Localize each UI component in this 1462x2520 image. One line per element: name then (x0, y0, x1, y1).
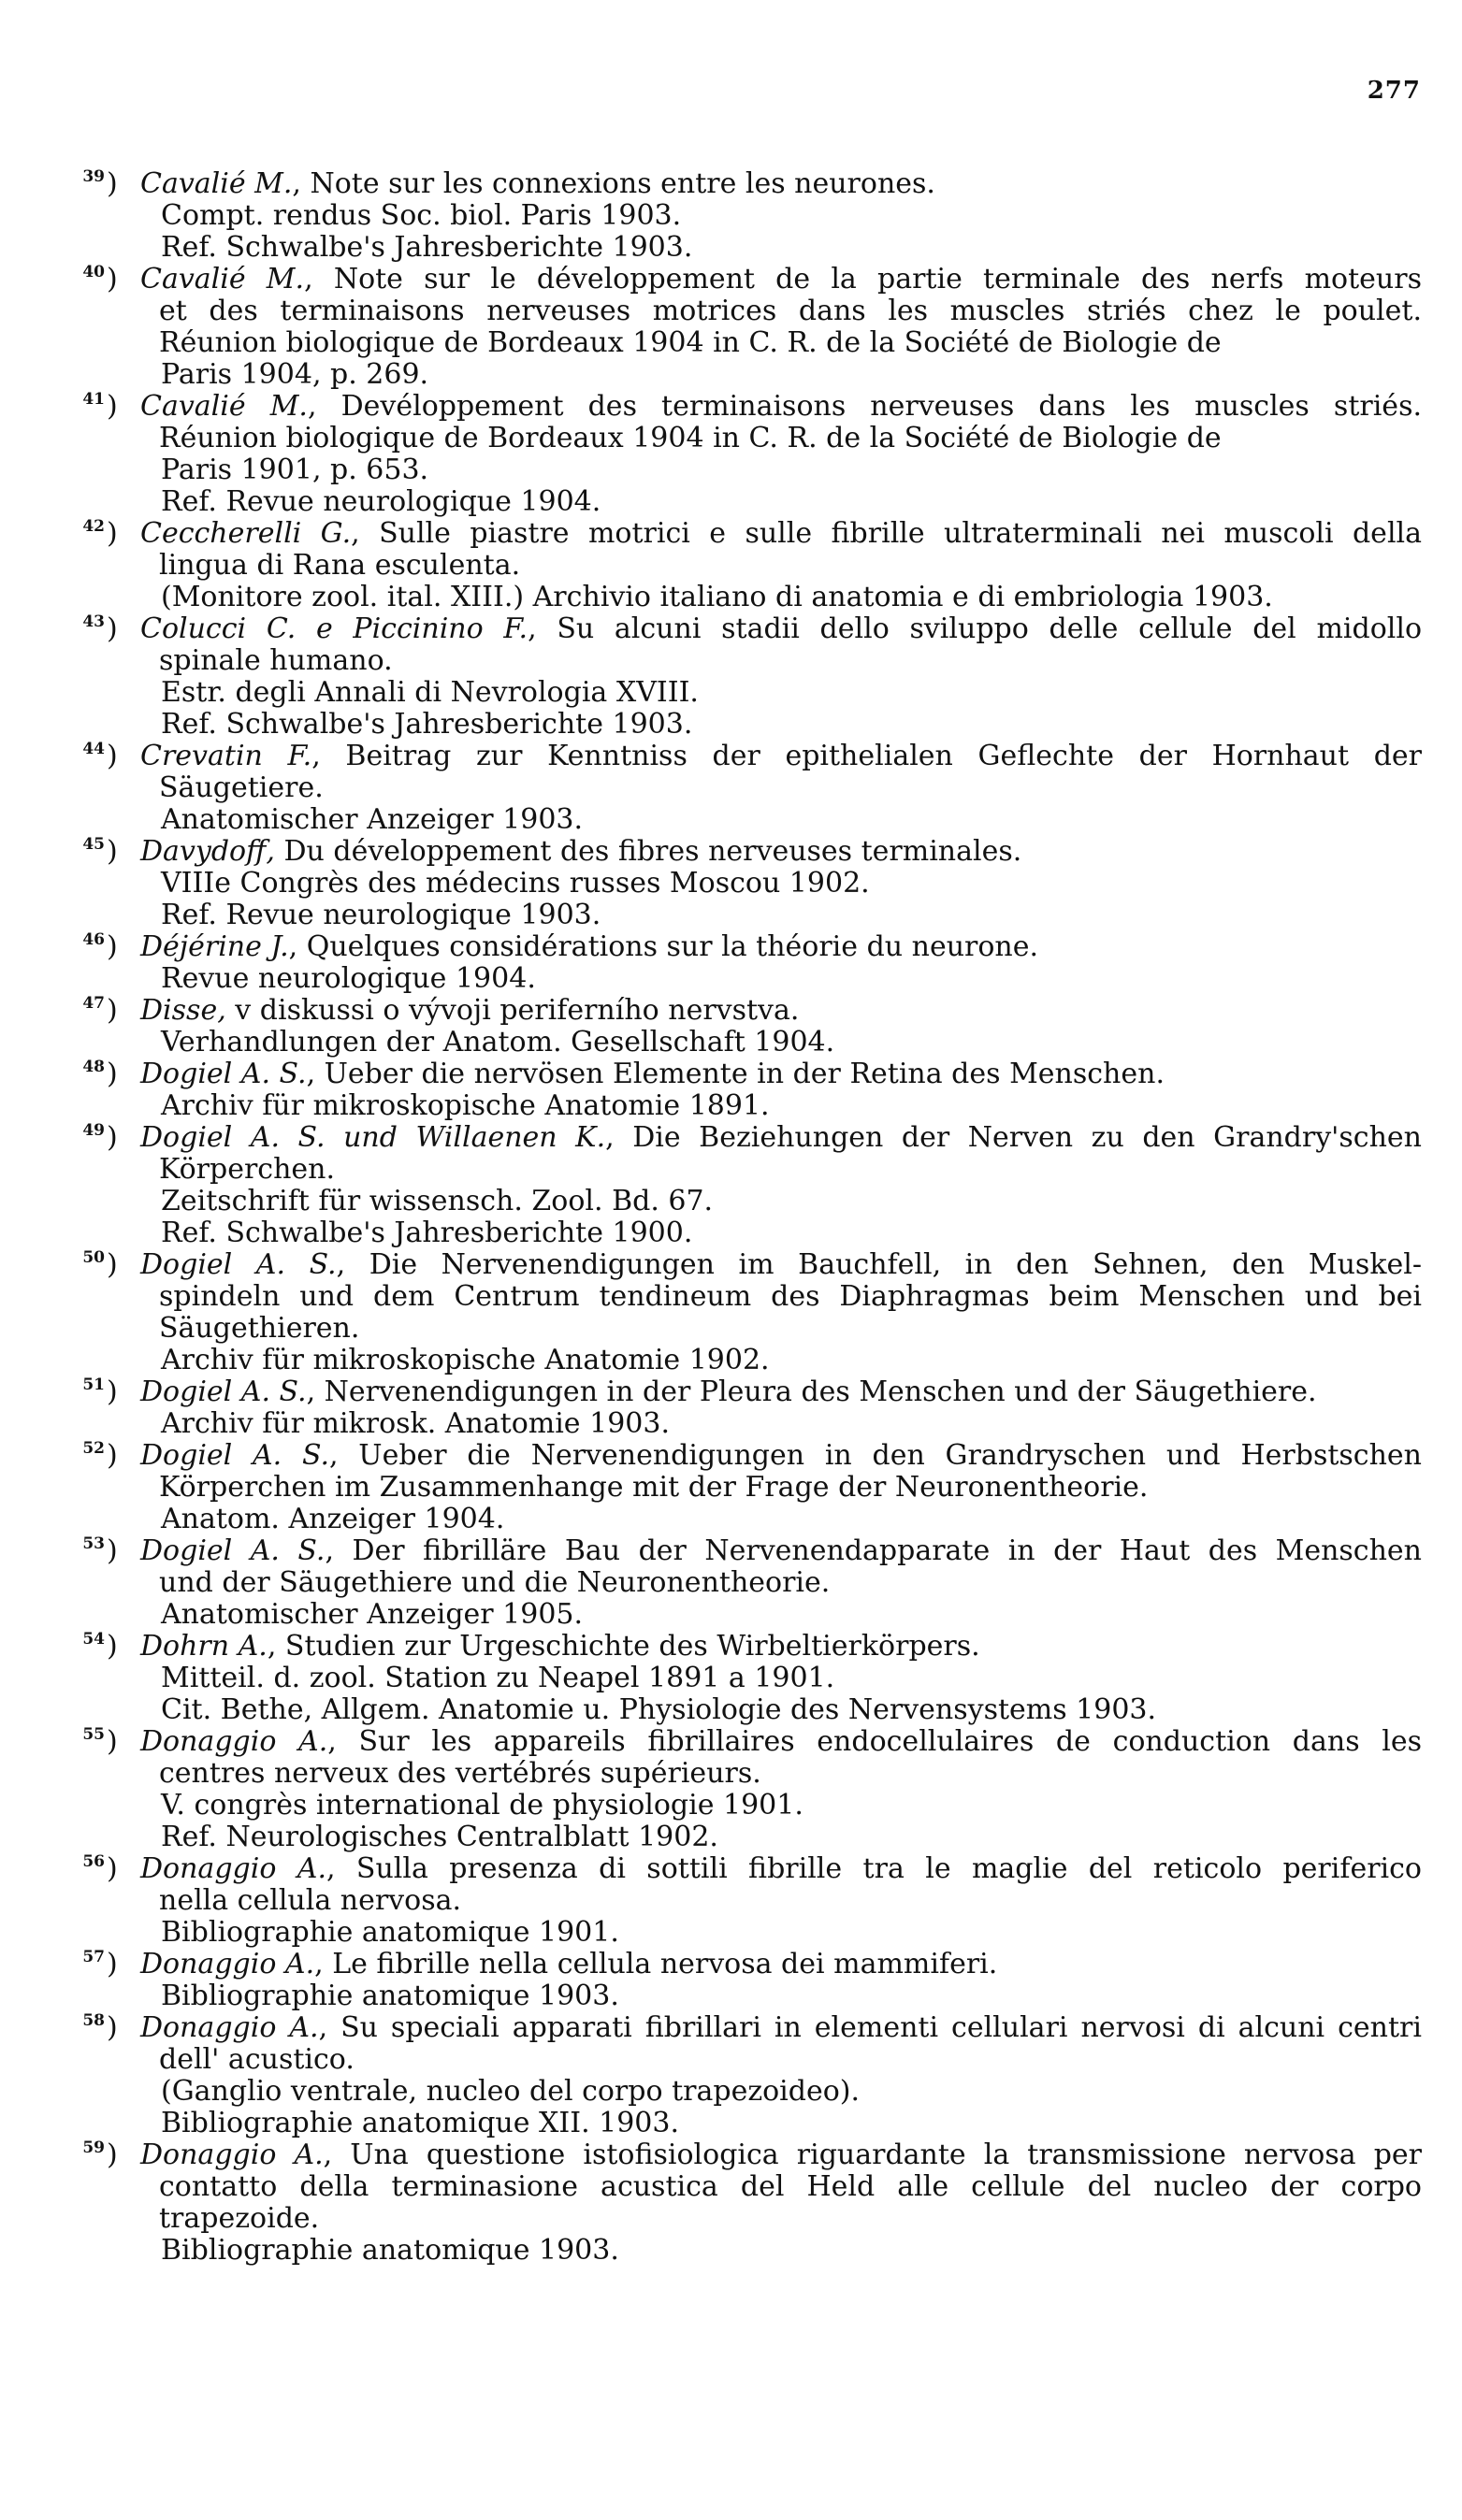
reference-first-line (0, 168, 1422, 200)
reference-source: Anatom. Anzeiger 1904. (161, 1503, 505, 1535)
reference-bracket: ) (107, 1630, 118, 1663)
reference-title: Beitrag zur Kenntniss der epithelialen Geflechte der Hornhaut der (345, 740, 1422, 772)
reference-title: Die Nervenendigungen im Bauchfell, in den Sehnen, den Muskel- (369, 1248, 1422, 1281)
reference-first-line (0, 1949, 1422, 1980)
reference-entry (0, 1058, 1462, 1122)
reference-author: Donaggio A. (140, 2011, 319, 2044)
reference-entry (0, 391, 1462, 518)
reference-source: Archiv für mikrosk. Anatomie 1903. (161, 1407, 670, 1440)
reference-author: Davydoff, (140, 835, 275, 868)
reference-separator: , (292, 167, 311, 200)
reference-title-continuation: nella cellula nervosa. (159, 1884, 462, 1917)
reference-separator: , (327, 1725, 359, 1758)
reference-title-continuation: centres nerveux des vertébrés supérieurs. (159, 1757, 761, 1790)
reference-author: Dogiel A. S. (140, 1058, 307, 1090)
reference-author: Donaggio A. (140, 1725, 328, 1758)
reference-bracket: ) (107, 1248, 118, 1281)
reference-author: Dogiel A. S. (140, 1248, 337, 1281)
reference-bracket: ) (107, 1948, 118, 1980)
reference-title: Note sur le développement de la partie terminale des nerfs moteurs (333, 263, 1422, 295)
reference-author: Dogiel A. S. (140, 1439, 329, 1472)
reference-first-line (0, 1122, 1422, 1154)
reference-source: (Ganglio ventrale, nucleo del corpo trapezoideo). (161, 2075, 861, 2108)
reference-entry (0, 836, 1462, 931)
reference-bracket: ) (107, 930, 118, 963)
reference-title-continuation: trapezoide. (159, 2202, 320, 2235)
reference-first-line (0, 836, 1422, 868)
reference-separator: , (605, 1121, 633, 1154)
reference-number: 52 (82, 1439, 105, 1458)
reference-entry (0, 2012, 1462, 2139)
reference-title: Der fibrilläre Bau der Nervenendapparate in der Haut des Menschen (352, 1534, 1422, 1567)
reference-bracket: ) (107, 1058, 118, 1090)
reference-entry (0, 168, 1462, 264)
reference-number: 55 (82, 1725, 105, 1744)
reference-author: Donaggio A. (140, 2138, 324, 2171)
reference-title: Devéloppement des terminaisons nerveuses dans les muscles striés. (340, 390, 1422, 423)
reference-number: 46 (82, 930, 105, 949)
reference-title: Su speciali apparati fibrillari in elementi cellulari nervosi di alcuni centri (340, 2011, 1422, 2044)
reference-source: Ref. Revue neurologique 1903. (161, 899, 601, 931)
reference-bracket: ) (107, 2011, 118, 2044)
reference-title-continuation: spinale humano. (159, 644, 393, 677)
reference-title: Sulle piastre motrici e sulle fibrille ultraterminali nei muscoli della (379, 517, 1423, 550)
reference-entry (0, 1853, 1462, 1949)
reference-number: 50 (82, 1248, 105, 1267)
reference-number: 56 (82, 1852, 105, 1871)
reference-number: 54 (82, 1630, 105, 1649)
reference-bracket: ) (107, 1534, 118, 1567)
reference-title: Le fibrille nella cellula nervosa dei mammiferi. (332, 1948, 998, 1980)
reference-bracket: ) (107, 612, 118, 645)
reference-title: Su alcuni stadii dello sviluppo delle cellule del midollo (557, 612, 1423, 645)
reference-bracket: ) (107, 1375, 118, 1408)
reference-source: Bibliographie anatomique 1903. (161, 2234, 619, 2267)
reference-first-line (0, 2012, 1422, 2044)
reference-title-continuation: lingua di Rana esculenta. (159, 549, 521, 582)
reference-number: 45 (82, 835, 105, 854)
reference-number: 51 (82, 1375, 105, 1394)
reference-first-line (0, 1631, 1422, 1663)
reference-number: 57 (82, 1948, 105, 1966)
reference-author: Cavalié M. (140, 390, 308, 423)
reference-separator: , (528, 612, 557, 645)
reference-number: 47 (82, 994, 105, 1013)
reference-number: 49 (82, 1121, 105, 1140)
reference-entry (0, 1949, 1462, 2012)
reference-source: Verhandlungen der Anatom. Gesellschaft 1904. (161, 1026, 835, 1058)
reference-author: Crevatin F. (140, 740, 312, 772)
reference-number: 43 (82, 612, 105, 631)
reference-title: Studien zur Urgeschichte des Wirbeltierkörpers. (284, 1630, 980, 1663)
reference-number: 44 (82, 740, 105, 758)
reference-title-continuation: Säugetiere. (159, 771, 324, 804)
reference-separator: , (336, 1248, 369, 1281)
reference-author: Donaggio A. (140, 1948, 315, 1980)
reference-first-line (0, 391, 1422, 423)
reference-source: Compt. rendus Soc. biol. Paris 1903. (161, 199, 682, 232)
reference-title-continuation: Körperchen. (159, 1153, 336, 1186)
reference-number: 58 (82, 2011, 105, 2030)
reference-title: Quelques considérations sur la théorie du neurone. (306, 930, 1039, 963)
reference-number: 42 (82, 517, 105, 536)
reference-separator: , (267, 1630, 285, 1663)
reference-number: 40 (82, 263, 105, 281)
reference-source: Cit. Bethe, Allgem. Anatomie u. Physiologie des Nervensystems 1903. (161, 1693, 1157, 1726)
reference-entry (0, 2139, 1462, 2267)
reference-entry (0, 1249, 1462, 1376)
reference-entry (0, 1440, 1462, 1535)
reference-entry (0, 741, 1462, 836)
reference-source: (Monitore zool. ital. XIII.) Archivio italiano di anatomia e di embriologia 1903. (161, 581, 1273, 613)
reference-title-continuation: Körperchen im Zusammenhange mit der Frage der Neuronentheorie. (159, 1471, 1149, 1504)
reference-first-line (0, 1853, 1422, 1885)
reference-source: Ref. Schwalbe's Jahresberichte 1903. (161, 231, 693, 264)
reference-title: Du développement des fibres nerveuses terminales. (283, 835, 1022, 868)
reference-bracket: ) (107, 167, 118, 200)
reference-first-line (0, 931, 1422, 963)
reference-separator: , (326, 1852, 356, 1885)
reference-number: 39 (82, 167, 105, 186)
reference-source: VIIIe Congrès des médecins russes Moscou 1902. (161, 867, 870, 900)
reference-author: Cavalié M. (140, 167, 293, 200)
reference-source: Bibliographie anatomique 1903. (161, 1980, 619, 2012)
reference-source: Mitteil. d. zool. Station zu Neapel 1891 a 1901. (161, 1662, 835, 1694)
reference-number: 59 (82, 2138, 105, 2157)
reference-author: Colucci C. e Piccinino F. (140, 612, 528, 645)
reference-entry (0, 995, 1462, 1058)
reference-title-continuation: Réunion biologique de Bordeaux 1904 in C. R. de la Société de Biologie de (159, 422, 1222, 454)
reference-number: 53 (82, 1534, 105, 1553)
reference-title: Una questione istofisiologica riguardante la transmissione nervosa per (350, 2138, 1422, 2171)
reference-first-line (0, 1058, 1422, 1090)
reference-source: V. congrès international de physiologie 1901. (161, 1789, 803, 1822)
reference-entry (0, 1726, 1462, 1853)
reference-author: Donaggio A. (140, 1852, 326, 1885)
reference-title: Sur les appareils fibrillaires endocellulaires de conduction dans les (358, 1725, 1423, 1758)
reference-separator: , (307, 390, 341, 423)
reference-first-line (0, 741, 1422, 772)
reference-entry (0, 1631, 1462, 1726)
page-number: 277 (1367, 77, 1421, 105)
reference-title: v diskussi o vývoji periferního nervstva. (235, 994, 800, 1027)
reference-first-line (0, 995, 1422, 1027)
reference-separator (226, 994, 236, 1027)
reference-entry (0, 613, 1462, 741)
reference-separator: , (288, 930, 307, 963)
reference-separator: , (351, 517, 380, 550)
reference-entry (0, 1122, 1462, 1249)
reference-source: Paris 1901, p. 653. (161, 454, 429, 486)
reference-title-continuation: und der Säugethiere und die Neuronentheorie. (159, 1566, 831, 1599)
reference-separator: , (304, 263, 334, 295)
reference-author: Cavalié M. (140, 263, 305, 295)
reference-bracket: ) (107, 2138, 118, 2171)
reference-bracket: ) (107, 1852, 118, 1885)
reference-entry (0, 1535, 1462, 1631)
reference-first-line (0, 1726, 1422, 1758)
reference-number: 48 (82, 1058, 105, 1076)
reference-source: Ref. Neurologisches Centralblatt 1902. (161, 1821, 718, 1853)
reference-source: Archiv für mikroskopische Anatomie 1891. (161, 1089, 770, 1122)
reference-title: Sulla presenza di sottili fibrille tra le maglie del reticolo periferico (355, 1852, 1422, 1885)
reference-source: Revue neurologique 1904. (161, 962, 536, 995)
reference-first-line (0, 264, 1422, 295)
reference-source: Anatomischer Anzeiger 1905. (161, 1598, 584, 1631)
reference-title: Nervenendigungen in der Pleura des Menschen und der Säugethiere. (324, 1375, 1317, 1408)
reference-bracket: ) (107, 517, 118, 550)
reference-bracket: ) (107, 390, 118, 423)
reference-title-continuation: contatto della terminasione acustica del Held alle cellule del nucleo der corpo (159, 2170, 1422, 2203)
reference-first-line (0, 1535, 1422, 1567)
reference-separator: , (314, 1948, 333, 1980)
reference-bracket: ) (107, 1725, 118, 1758)
reference-title-continuation: Réunion biologique de Bordeaux 1904 in C. R. de la Société de Biologie de (159, 326, 1222, 359)
reference-source: Ref. Schwalbe's Jahresberichte 1900. (161, 1217, 693, 1249)
reference-entry (0, 518, 1462, 613)
reference-first-line (0, 613, 1422, 645)
reference-separator: , (318, 2011, 341, 2044)
reference-bracket: ) (107, 835, 118, 868)
reference-separator: , (329, 1439, 359, 1472)
reference-bracket: ) (107, 994, 118, 1027)
reference-entry (0, 264, 1462, 391)
reference-bracket: ) (107, 1121, 118, 1154)
reference-title: Note sur les connexions entre les neurones. (310, 167, 935, 200)
reference-source: Bibliographie anatomique XII. 1903. (161, 2107, 680, 2139)
reference-source: Archiv für mikroskopische Anatomie 1902. (161, 1344, 770, 1376)
reference-source: Anatomischer Anzeiger 1903. (161, 803, 584, 836)
reference-first-line (0, 1249, 1422, 1281)
reference-title: Die Beziehungen der Nerven zu den Grandry'schen (632, 1121, 1422, 1154)
reference-title-continuation: Säugethieren. (159, 1312, 360, 1345)
reference-entry (0, 931, 1462, 995)
reference-source: Estr. degli Annali di Nevrologia XVIII. (161, 676, 699, 709)
reference-bracket: ) (107, 1439, 118, 1472)
reference-entry (0, 1376, 1462, 1440)
reference-author: Dogiel A. S. (140, 1375, 307, 1408)
reference-first-line (0, 1440, 1422, 1472)
reference-source: Bibliographie anatomique 1901. (161, 1916, 619, 1949)
reference-bracket: ) (107, 263, 118, 295)
reference-list (0, 168, 1462, 2267)
reference-separator: , (323, 2138, 351, 2171)
reference-title-continuation: spindeln und dem Centrum tendineum des Diaphragmas beim Menschen und bei (159, 1280, 1422, 1313)
reference-author: Déjérine J. (140, 930, 289, 963)
reference-first-line (0, 1376, 1422, 1408)
reference-separator: , (311, 740, 346, 772)
reference-first-line (0, 2139, 1422, 2171)
reference-source: Paris 1904, p. 269. (161, 358, 429, 391)
reference-source: Ref. Revue neurologique 1904. (161, 485, 601, 518)
reference-author: Disse, (140, 994, 226, 1027)
reference-title-continuation: et des terminaisons nerveuses motrices dans les muscles striés chez le poulet. (159, 295, 1422, 327)
reference-bracket: ) (107, 740, 118, 772)
reference-title: Ueber die Nervenendigungen in den Grandryschen und Herbstschen (358, 1439, 1422, 1472)
reference-source: Zeitschrift für wissensch. Zool. Bd. 67. (161, 1185, 714, 1217)
reference-author: Ceccherelli G. (140, 517, 352, 550)
reference-number: 41 (82, 390, 105, 409)
reference-title: Ueber die nervösen Elemente in der Retina des Menschen. (324, 1058, 1165, 1090)
reference-author: Dogiel A. S. (140, 1534, 326, 1567)
reference-separator: , (325, 1534, 353, 1567)
reference-author: Dohrn A. (140, 1630, 268, 1663)
reference-source: Ref. Schwalbe's Jahresberichte 1903. (161, 708, 693, 741)
reference-title-continuation: dell' acustico. (159, 2043, 355, 2076)
reference-first-line (0, 518, 1422, 550)
reference-separator: , (306, 1375, 325, 1408)
reference-separator: , (306, 1058, 325, 1090)
reference-author: Dogiel A. S. und Willaenen K. (140, 1121, 606, 1154)
